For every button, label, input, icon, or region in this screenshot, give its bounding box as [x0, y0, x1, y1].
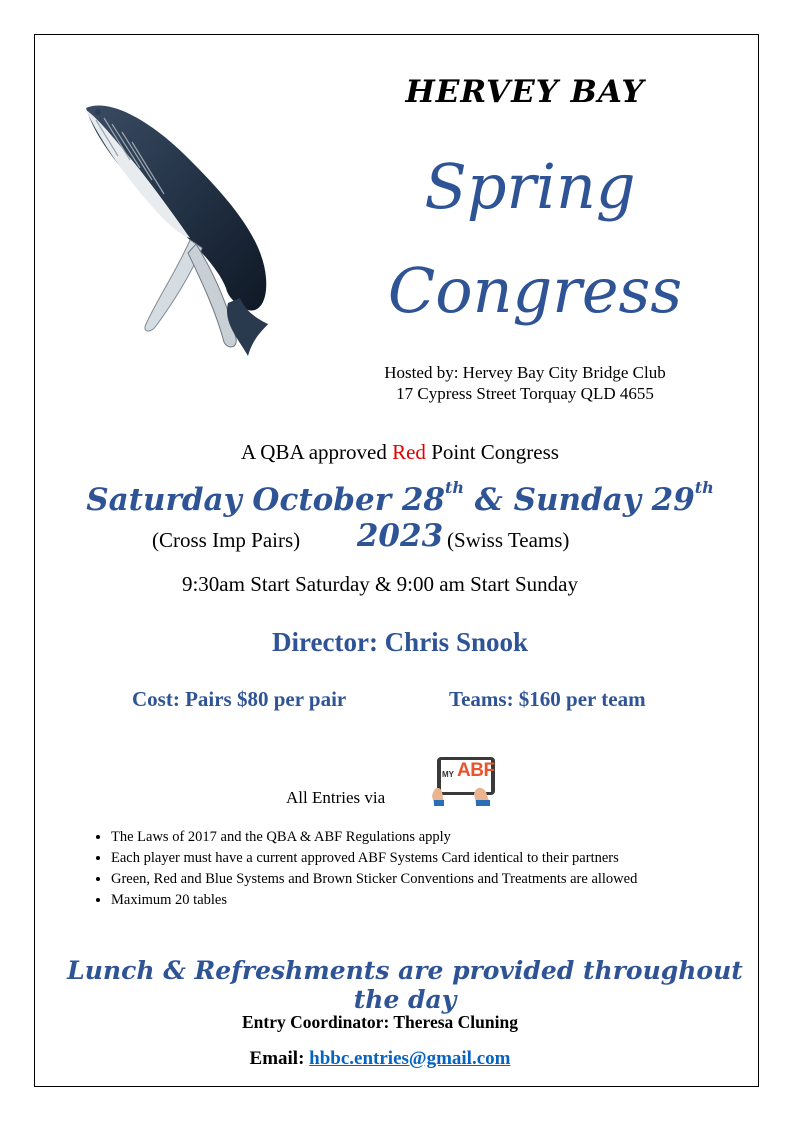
approval-line [110, 440, 690, 465]
lunch-note: Lunch & Refreshments are provided throughout the day [67, 956, 743, 1014]
logo-abf: ABF [457, 760, 495, 781]
event-title-line2: Congress [387, 254, 683, 327]
rule-item: • Each player must have a current approved ABF Systems Card identical to their partners [111, 849, 771, 867]
approval-suffix: Point Congress [425, 440, 559, 464]
logo-my: MY [442, 770, 454, 779]
host-address: 17 Cypress Street Torquay QLD 4655 [396, 384, 654, 403]
cost-teams: Teams: $160 per team [449, 687, 646, 711]
humpback-whale-illustration [78, 98, 274, 356]
email-label: Email: [249, 1048, 310, 1069]
date-part3: 2023 [356, 518, 444, 554]
myabf-logo[interactable] [430, 756, 498, 806]
entry-coordinator: Entry Coordinator: Theresa Cluning [242, 1012, 518, 1032]
email-line [150, 1048, 610, 1070]
rule-item: • Maximum 20 tables [111, 891, 771, 909]
saturday-event: (Cross Imp Pairs) [152, 528, 301, 552]
director: Director: Chris Snook [272, 627, 528, 657]
entries-label: All Entries via [286, 788, 386, 807]
rule-item: • Green, Red and Blue Systems and Brown Sticker Conventions and Treatments are allowed [111, 870, 771, 888]
start-times: 9:30am Start Saturday & 9:00 am Start Sunday [181, 572, 579, 596]
host-club: Hosted by: Hervey Bay City Bridge Club [384, 363, 666, 382]
host-info [340, 362, 710, 404]
approval-prefix: A QBA approved [241, 440, 393, 464]
date-sup1: th [444, 478, 465, 497]
event-location: HERVEY BAY [405, 74, 645, 110]
sunday-event: (Swiss Teams) [447, 528, 570, 552]
date-part2: & Sunday 29 [464, 482, 695, 518]
rules-list [80, 828, 771, 912]
event-title-line1: Spring [424, 150, 636, 223]
date-sup2: th [694, 478, 714, 497]
cost-pairs: Cost: Pairs $80 per pair [132, 687, 347, 711]
rule-item: • The Laws of 2017 and the QBA & ABF Regulations apply [111, 828, 771, 846]
approval-red: Red [392, 440, 426, 464]
email-link[interactable]: hbbc.entries@gmail.com [309, 1048, 511, 1069]
date-part1: Saturday October 28 [86, 482, 445, 518]
